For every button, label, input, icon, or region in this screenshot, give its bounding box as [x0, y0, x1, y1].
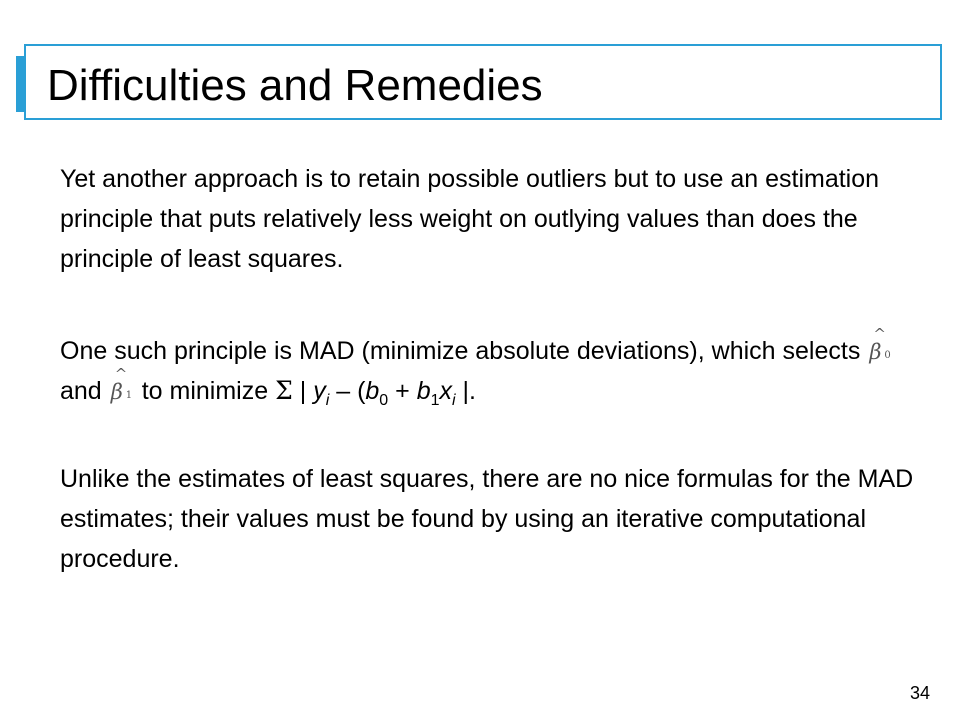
paragraph-no-nice-formulas: Unlike the estimates of least squares, there are no nice formulas for the MAD estimates; their values must be found by using an iterative computational procedure. [60, 465, 914, 573]
p2-text-before: One such principle is MAD (minimize absolute deviations), which selects [60, 337, 861, 365]
beta-hat-1-formula: ^ β 1 [110, 365, 133, 404]
p2-text-and: and [60, 377, 102, 405]
slide-title: Difficulties and Remedies [47, 61, 543, 110]
page-number: 34 [909, 683, 930, 703]
paragraph-alternative-approach: Yet another approach is to retain possible outliers but to use an estimation principle that puts relatively less weight on outlying values than does the principle of least squares. [60, 165, 880, 273]
title-accent-bar [16, 56, 26, 112]
beta-hat-0-formula: ^ β 0 [869, 325, 891, 364]
sigma-symbol: Σ [275, 376, 293, 405]
p2-text-to-minimize: to minimize [141, 377, 269, 405]
paragraph-mad-principle: One such principle is MAD (minimize absolute deviations), which selects ^ β 0 and ^ β 1 to minimize Σ | $y_i - (b_0 + b_1x_i$ |. [60, 331, 930, 411]
